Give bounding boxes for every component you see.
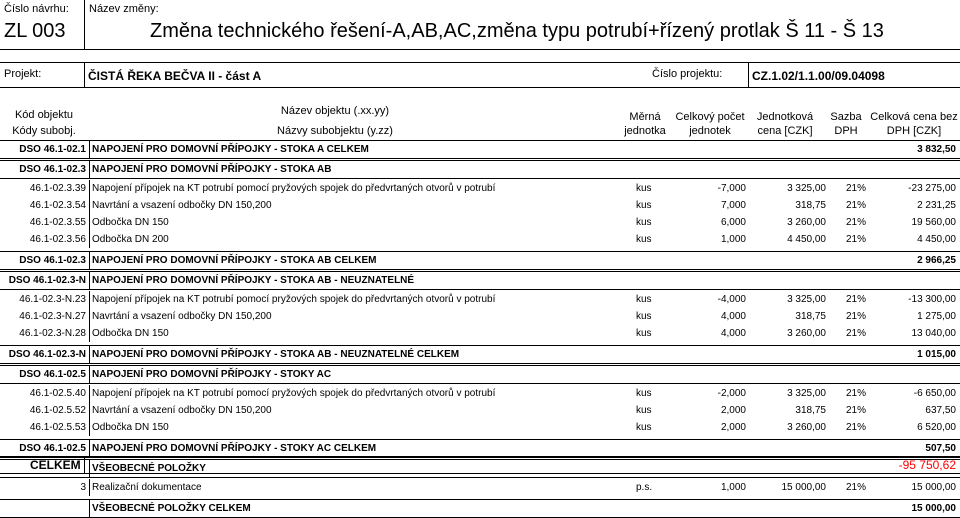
col-kod-objektu: Kód objektu — [14, 109, 74, 121]
row-unit: kus — [636, 328, 652, 339]
row-name: NAPOJENÍ PRO DOMOVNÍ PŘÍPOJKY - STOKA AB - NEUZNATELNÉ CELKEM — [89, 346, 629, 363]
row-name: Navrtání a vsazení odbočky DN 150,200 — [89, 402, 629, 419]
row-code: 46.1-02.5.53 — [29, 422, 86, 433]
row-vat: 21% — [845, 234, 866, 245]
row-name: NAPOJENÍ PRO DOMOVNÍ PŘÍPOJKY - STOKA A CELKEM — [89, 141, 629, 158]
column-headers — [0, 100, 960, 138]
subtotal-row — [0, 499, 960, 518]
row-quantity: 2,000 — [720, 422, 746, 433]
row-total: 13 040,00 — [911, 328, 956, 339]
section-row — [0, 271, 960, 290]
row-code: DSO 46.1-02.3-N — [8, 275, 86, 286]
row-quantity: 4,000 — [720, 311, 746, 322]
row-code: 46.1-02.3-N.28 — [19, 328, 86, 339]
table-row — [0, 308, 960, 325]
row-total: 2 966,25 — [917, 255, 956, 266]
row-code: 46.1-02.3.39 — [29, 183, 86, 194]
row-code: DSO 46.1-02.3 — [19, 164, 86, 175]
cislo-navrhu-value: ZL 003 — [4, 20, 66, 42]
row-name: NAPOJENÍ PRO DOMOVNÍ PŘÍPOJKY - STOKY AC — [89, 366, 629, 383]
row-code: DSO 46.1-02.5 — [19, 369, 86, 380]
col-dph: DPH — [834, 125, 858, 137]
row-name: Odbočka DN 150 — [89, 325, 629, 342]
row-quantity: -4,000 — [717, 294, 746, 305]
row-name: Navrtání a vsazení odbočky DN 150,200 — [89, 308, 629, 325]
row-vat: 21% — [845, 482, 866, 493]
row-quantity: 2,000 — [720, 405, 746, 416]
row-unit-price: 15 000,00 — [781, 482, 826, 493]
col-jednotek: jednotek — [689, 125, 731, 137]
subtotal-row — [0, 251, 960, 270]
col-jednotka: jednotka — [624, 125, 666, 137]
row-quantity: 1,000 — [720, 234, 746, 245]
row-unit: kus — [636, 200, 652, 211]
row-unit: kus — [636, 183, 652, 194]
row-unit-price: 318,75 — [795, 200, 826, 211]
row-name: Napojení přípojek na KT potrubí pomocí pryžových spojek do předvrtaných otvorů v potrubí — [89, 385, 629, 402]
subtotal-row — [0, 140, 960, 159]
row-total: -6 650,00 — [913, 388, 956, 399]
row-name: VŠEOBECNÉ POLOŽKY — [89, 460, 629, 477]
row-code: DSO 46.1-02.1 — [19, 144, 86, 155]
col-nazvy-subobjektu: Názvy subobjektu (y.zz) — [277, 125, 393, 137]
cislo-projektu-label: Číslo projektu: — [652, 68, 723, 80]
row-vat: 21% — [845, 311, 866, 322]
row-total: 15 000,00 — [911, 482, 956, 493]
col-celkova-cena: Celková cena bez — [870, 111, 958, 123]
projekt-value: ČISTÁ ŘEKA BEČVA II - část A — [88, 69, 262, 83]
row-unit-price: 3 325,00 — [787, 183, 826, 194]
row-name: Napojení přípojek na KT potrubí pomocí pryžových spojek do předvrtaných otvorů v potrubí — [89, 180, 629, 197]
col-kody-subobj: Kódy subobj. — [12, 125, 76, 137]
row-total: -13 300,00 — [908, 294, 956, 305]
row-name: Odbočka DN 150 — [89, 214, 629, 231]
row-name: Odbočka DN 150 — [89, 419, 629, 436]
row-code: 46.1-02.3.54 — [29, 200, 86, 211]
row-vat: 21% — [845, 183, 866, 194]
row-code: 3 — [80, 482, 86, 493]
row-vat: 21% — [845, 217, 866, 228]
table-row — [0, 291, 960, 308]
row-unit: kus — [636, 234, 652, 245]
row-quantity: 4,000 — [720, 328, 746, 339]
row-quantity: 1,000 — [720, 482, 746, 493]
row-total: 2 231,25 — [917, 200, 956, 211]
row-code: 46.1-02.3-N.27 — [19, 311, 86, 322]
row-unit: kus — [636, 294, 652, 305]
row-unit-price: 3 260,00 — [787, 217, 826, 228]
divider — [84, 63, 85, 87]
row-unit-price: 3 325,00 — [787, 388, 826, 399]
col-celkovy-pocet: Celkový počet — [675, 111, 745, 123]
row-vat: 21% — [845, 328, 866, 339]
row-name: VŠEOBECNÉ POLOŽKY CELKEM — [89, 500, 629, 517]
section-row — [0, 365, 960, 384]
row-unit-price: 3 260,00 — [787, 328, 826, 339]
col-cena: cena [CZK] — [757, 125, 813, 137]
row-unit: kus — [636, 217, 652, 228]
row-code: 46.1-02.3-N.23 — [19, 294, 86, 305]
row-total: 637,50 — [925, 405, 956, 416]
row-code: 46.1-02.5.40 — [29, 388, 86, 399]
row-total: 1 015,00 — [917, 349, 956, 360]
row-code: DSO 46.1-02.3 — [19, 255, 86, 266]
row-unit: p.s. — [636, 482, 653, 493]
row-unit-price: 318,75 — [795, 405, 826, 416]
grand-total-value: -95 750,62 — [898, 458, 956, 472]
table-row — [0, 180, 960, 197]
grand-total-row — [0, 456, 960, 474]
row-total: 3 832,50 — [917, 144, 956, 155]
row-unit-price: 3 260,00 — [787, 422, 826, 433]
row-vat: 21% — [845, 405, 866, 416]
subtotal-row — [0, 345, 960, 364]
divider — [84, 0, 85, 50]
row-quantity: 7,000 — [720, 200, 746, 211]
divider — [748, 63, 749, 87]
row-quantity: -2,000 — [717, 388, 746, 399]
col-sazba: Sazba — [830, 111, 862, 123]
row-vat: 21% — [845, 200, 866, 211]
table-row — [0, 402, 960, 419]
cislo-navrhu-label: Číslo návrhu: — [4, 3, 69, 15]
row-unit-price: 4 450,00 — [787, 234, 826, 245]
project-header — [0, 62, 960, 88]
projekt-label: Projekt: — [4, 68, 42, 80]
col-dph-czk: DPH [CZK] — [886, 125, 942, 137]
row-name: NAPOJENÍ PRO DOMOVNÍ PŘÍPOJKY - STOKA AB CELKEM — [89, 252, 629, 269]
row-quantity: 6,000 — [720, 217, 746, 228]
table-row — [0, 419, 960, 436]
table-row — [0, 385, 960, 402]
row-total: 19 560,00 — [911, 217, 956, 228]
row-vat: 21% — [845, 422, 866, 433]
col-merna: Měrná — [629, 111, 661, 123]
row-total: 1 275,00 — [917, 311, 956, 322]
row-code: 46.1-02.3.55 — [29, 217, 86, 228]
cislo-projektu-value: CZ.1.02/1.1.00/09.04098 — [752, 69, 885, 83]
row-code: DSO 46.1-02.5 — [19, 443, 86, 454]
table-row — [0, 197, 960, 214]
row-name: NAPOJENÍ PRO DOMOVNÍ PŘÍPOJKY - STOKY AC CELKEM — [89, 440, 629, 457]
table-row — [0, 479, 960, 496]
table-row — [0, 231, 960, 248]
nazev-zmeny-value: Změna technického řešení-A,AB,AC,změna typu potrubí+řízený protlak Š 11 - Š 13 — [150, 20, 884, 42]
row-unit-price: 318,75 — [795, 311, 826, 322]
change-header — [0, 0, 960, 50]
row-name: Realizační dokumentace — [89, 479, 629, 496]
row-total: 6 520,00 — [917, 422, 956, 433]
table-row — [0, 325, 960, 342]
nazev-zmeny-label: Název změny: — [89, 3, 159, 15]
divider — [84, 457, 85, 473]
col-nazev-objektu: Název objektu (.xx.yy) — [280, 105, 390, 117]
section-row — [0, 160, 960, 179]
row-total: 15 000,00 — [911, 503, 956, 514]
row-quantity: -7,000 — [717, 183, 746, 194]
row-name: Navrtání a vsazení odbočky DN 150,200 — [89, 197, 629, 214]
row-vat: 21% — [845, 294, 866, 305]
row-unit: kus — [636, 422, 652, 433]
row-code: 46.1-02.5.52 — [29, 405, 86, 416]
row-name: Napojení přípojek na KT potrubí pomocí pryžových spojek do předvrtaných otvorů v potrubí — [89, 291, 629, 308]
row-total: 507,50 — [925, 443, 956, 454]
row-name: NAPOJENÍ PRO DOMOVNÍ PŘÍPOJKY - STOKA AB — [89, 161, 629, 178]
row-total: -23 275,00 — [908, 183, 956, 194]
row-unit-price: 3 325,00 — [787, 294, 826, 305]
row-unit: kus — [636, 311, 652, 322]
row-code: 46.1-02.3.56 — [29, 234, 86, 245]
row-unit: kus — [636, 388, 652, 399]
col-jednotkova: Jednotková — [756, 111, 814, 123]
row-code: DSO 46.1-02.3-N — [8, 349, 86, 360]
table-row — [0, 214, 960, 231]
row-name: NAPOJENÍ PRO DOMOVNÍ PŘÍPOJKY - STOKA AB - NEUZNATELNÉ — [89, 272, 629, 289]
row-vat: 21% — [845, 388, 866, 399]
row-unit: kus — [636, 405, 652, 416]
row-total: 4 450,00 — [917, 234, 956, 245]
grand-total-label: CELKEM — [30, 458, 81, 472]
row-name: Odbočka DN 200 — [89, 231, 629, 248]
